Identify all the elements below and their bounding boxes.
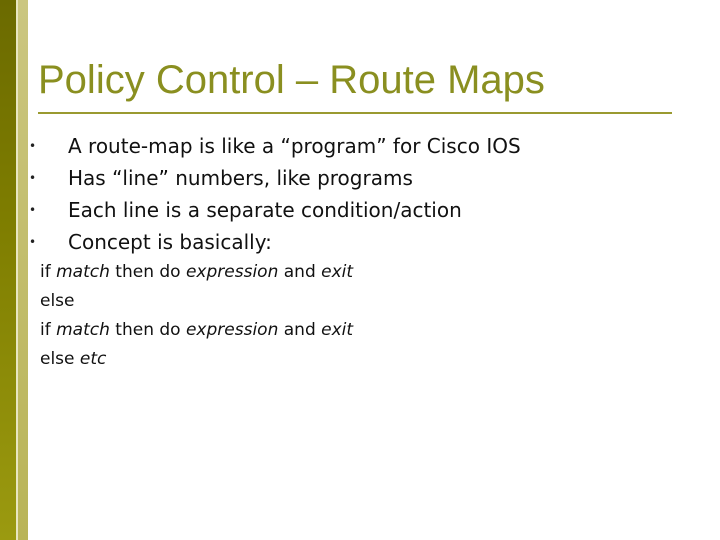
- bullet-dot-icon: •: [29, 171, 37, 185]
- slide-title: Policy Control – Route Maps: [38, 58, 545, 102]
- code-keyword-exit: exit: [321, 320, 354, 340]
- pseudocode-line: [40, 287, 353, 316]
- code-text: if: [40, 320, 57, 340]
- pseudocode-block: [40, 258, 353, 374]
- code-text: then do: [109, 262, 186, 282]
- bullet-text: A route-map is like a “program” for Cisco IOS: [68, 134, 521, 158]
- bullet-text: Has “line” numbers, like programs: [68, 166, 413, 190]
- bullet-item: [24, 194, 521, 226]
- bullet-item: [24, 130, 521, 162]
- code-text: if: [40, 262, 57, 282]
- pseudocode-line: [40, 316, 353, 345]
- bullet-item: [24, 226, 521, 258]
- code-keyword-expression: expression: [185, 320, 279, 340]
- pseudocode-line: [40, 258, 353, 287]
- left-accent-bar-light: [18, 0, 28, 540]
- bullet-item: [24, 162, 521, 194]
- bullet-dot-icon: •: [29, 203, 37, 217]
- code-keyword-exit: exit: [321, 262, 354, 282]
- bullet-dot-icon: •: [29, 235, 37, 249]
- bullet-list: [24, 130, 521, 258]
- code-keyword-expression: expression: [185, 262, 279, 282]
- code-text: else: [40, 291, 75, 311]
- title-underline: [38, 112, 672, 114]
- bullet-text: Concept is basically:: [68, 230, 272, 254]
- code-text: and: [278, 262, 322, 282]
- pseudocode-line: [40, 345, 353, 374]
- code-keyword-etc: etc: [79, 349, 107, 369]
- code-keyword-match: match: [56, 262, 110, 282]
- code-text: else: [40, 349, 80, 369]
- bullet-text: Each line is a separate condition/action: [68, 198, 462, 222]
- code-text: and: [278, 320, 322, 340]
- code-keyword-match: match: [56, 320, 110, 340]
- code-text: then do: [109, 320, 186, 340]
- bullet-dot-icon: •: [29, 139, 37, 153]
